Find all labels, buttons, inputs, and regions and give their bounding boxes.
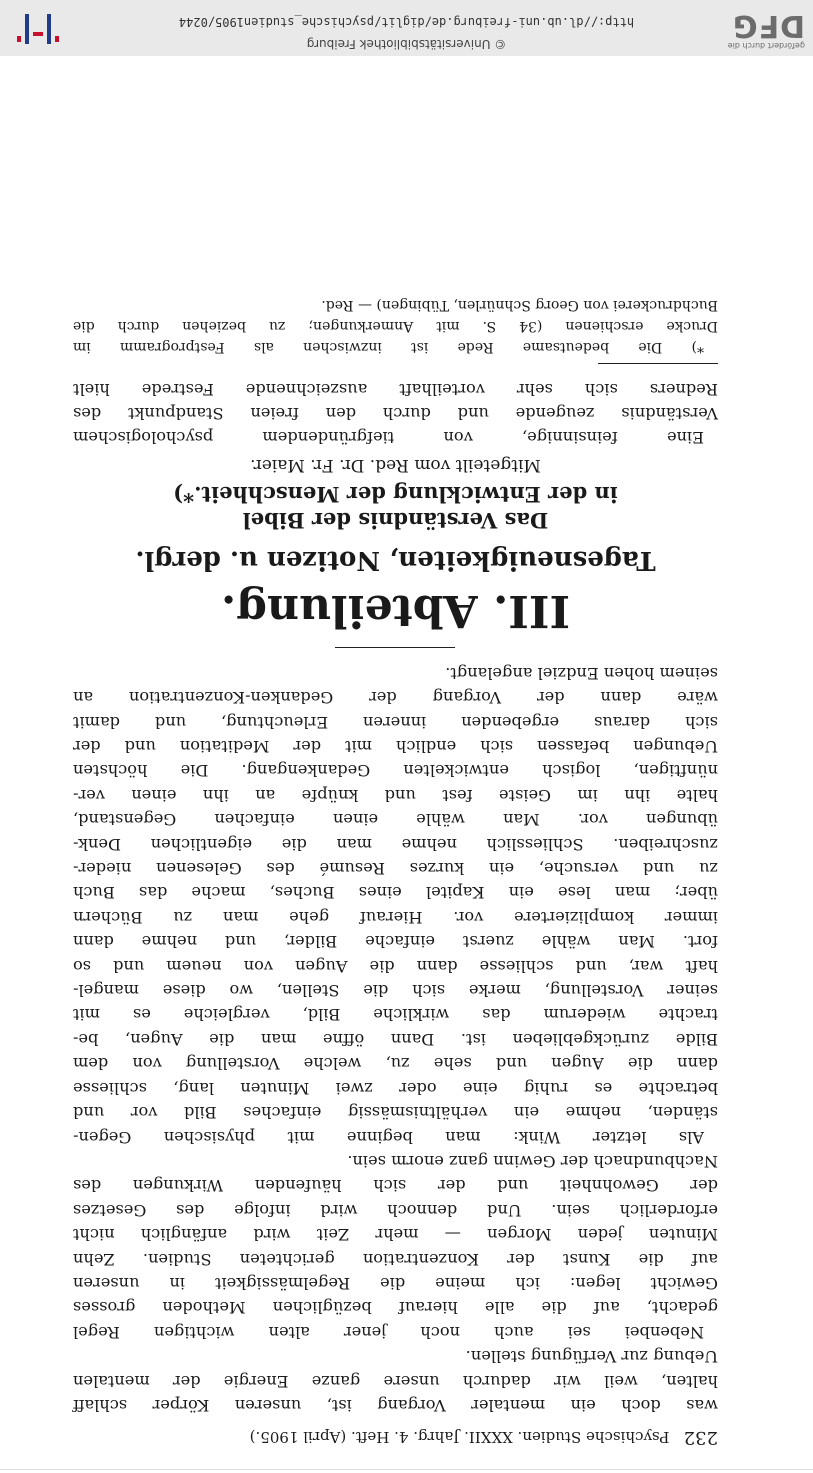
footnote-line: *) Die bedeutsame Rede ist inzwischen als Festprogramm im xyxy=(73,339,704,356)
text-line: nünftigen, logisch entwickelten Gedankengang. Die höchsten xyxy=(73,761,718,781)
paragraph-1 xyxy=(73,1344,718,1417)
text-line: auf die Kunst der Konzentration gerichteten Studien. Zehn xyxy=(73,1249,718,1269)
document-url[interactable]: http://dl.ub.uni-freiburg.de/diglit/psychische_studien1905/0244 xyxy=(178,15,635,29)
page-body xyxy=(73,294,718,1417)
text-line: Uebung zur Verfügung stellen. xyxy=(465,1347,718,1367)
text-line: fort. Man wähle zuerst einfache Bilder, und nehme dann xyxy=(73,932,718,952)
dfg-logo xyxy=(725,6,805,50)
article-byline: Mitgeteilt vom Red. Dr. Fr. Maier. xyxy=(250,455,541,476)
section-divider xyxy=(336,647,456,648)
text-line: Eine feinsinnige, von tiefgründendem psychologischem xyxy=(73,428,704,448)
paragraph-3 xyxy=(73,660,718,1148)
text-line: betrachte es ruhig eine oder zwei Minuten lang, schliesse xyxy=(73,1078,718,1098)
text-line: Als letzter Wink: man beginne mit physischen Gegen- xyxy=(73,1127,704,1147)
page-edge xyxy=(0,1469,813,1470)
page-number: 232 xyxy=(683,1427,718,1448)
text-line: über; man lese ein Kapitel eines Buches, mache das Buch xyxy=(73,883,718,903)
article-title-line-1: Das Verständnis der Bibel xyxy=(242,508,549,534)
text-line: was doch ein mentaler Vorgang ist, unseren Körper schlaff xyxy=(73,1396,718,1415)
text-line: seiner Vorstellung, merke sich die Stellen, wo diese mangel- xyxy=(73,981,718,1001)
footnote-rule xyxy=(598,363,718,364)
article-title-line-2: in der Entwicklung der Menschheit.*) xyxy=(173,482,618,508)
running-head xyxy=(73,1427,718,1447)
text-line: der Gewohnheit und der sich häufenden Wirkungen des xyxy=(73,1176,718,1196)
text-line: Redners sich sehr vorteilhaft auszeichnende Festrede hielt xyxy=(73,379,718,399)
text-line: Uebungen befassen sich endlich mit der Meditation und der xyxy=(73,737,718,757)
text-line: Verständnis zeugende und durch den freien Standpunkt des xyxy=(73,404,718,423)
article-paragraph xyxy=(73,376,718,449)
section-title: III. Abteilung. xyxy=(220,585,571,637)
text-line: zu und versuche, ein kurzes Resumé des Gelesenen nieder- xyxy=(73,859,718,879)
text-line: Minuten jeden Morgen — mehr Zeit wird anfänglich nicht xyxy=(73,1225,718,1245)
footnote-line: Buchdruckerei von Georg Schnürlen, Tübingen) — Red. xyxy=(321,297,718,314)
text-line: ständen, nehme ein verhältnismässig einfaches Bild vor und xyxy=(73,1103,718,1123)
running-head-text: Psychische Studien. XXXII. Jahrg. 4. Heft. (April 1905.) xyxy=(249,1428,670,1446)
paragraph-2 xyxy=(73,1149,718,1344)
copyright-notice: © Universitätsbibliothek Freiburg xyxy=(306,37,507,51)
text-line: wäre dann der Vorgang der Gedanken-Konzentration an xyxy=(73,688,718,708)
text-line: halten, weil wir dadurch unsere ganze Energie der mentalen xyxy=(73,1371,718,1391)
text-line: erforderlich sein. Und dennoch wird infolge des Gesetzes xyxy=(73,1200,718,1220)
text-line: Gewicht legen: ich meine die Regelmässigkeit in unseren xyxy=(73,1273,718,1293)
scanned-page xyxy=(0,56,813,1473)
text-line: Nachbundnach der Gewinn ganz enorm sein. xyxy=(347,1151,718,1171)
text-line: dann die Augen und sehe zu, welche Vorstellung von dem xyxy=(73,1054,718,1074)
text-line: gedacht, auf die alle hierauf bezüglichen Methoden grosses xyxy=(73,1298,718,1318)
text-line: zuschreiben. Schliesslich nehme man die eigentlichen Denk- xyxy=(73,834,718,854)
dfg-logo-letters: DFG xyxy=(731,8,805,43)
text-line: trachte wiederum das wirkliche Bild, vergleiche es mit xyxy=(73,1005,718,1025)
text-line: sich daraus ergebenden inneren Erleuchtung, und damit xyxy=(73,712,718,732)
text-line: immer kompliziertere vor. Hierauf gehe man zu Büchern xyxy=(73,907,718,927)
footnote xyxy=(73,294,718,357)
text-line: seinem hohen Endziel angelangt. xyxy=(445,663,718,683)
text-line: übungen vor. Man wähle einen einfachen Gegenstand, xyxy=(73,810,718,830)
text-line: Nebenbei sei auch noch jener alten wichtigen Regel xyxy=(73,1322,704,1342)
subsection-title: Tagesneuigkeiten, Notizen u. dergl. xyxy=(135,545,656,576)
footnote-line: Drucke erschienen (34 S. mit Anmerkungen; zu beziehen durch die xyxy=(73,318,718,335)
text-line: halte ihn im Geiste fest und knüpfe an ihn einen ver- xyxy=(73,785,718,805)
text-line: Bilde zurückgeblieben ist. Dann öffne man die Augen, be- xyxy=(73,1029,718,1049)
text-line: haft war, und schliesse dann die Augen von neuem und so xyxy=(73,956,718,976)
dfg-logo-subtext: gefördert durch die xyxy=(727,41,805,50)
viewer-banner xyxy=(0,0,813,57)
